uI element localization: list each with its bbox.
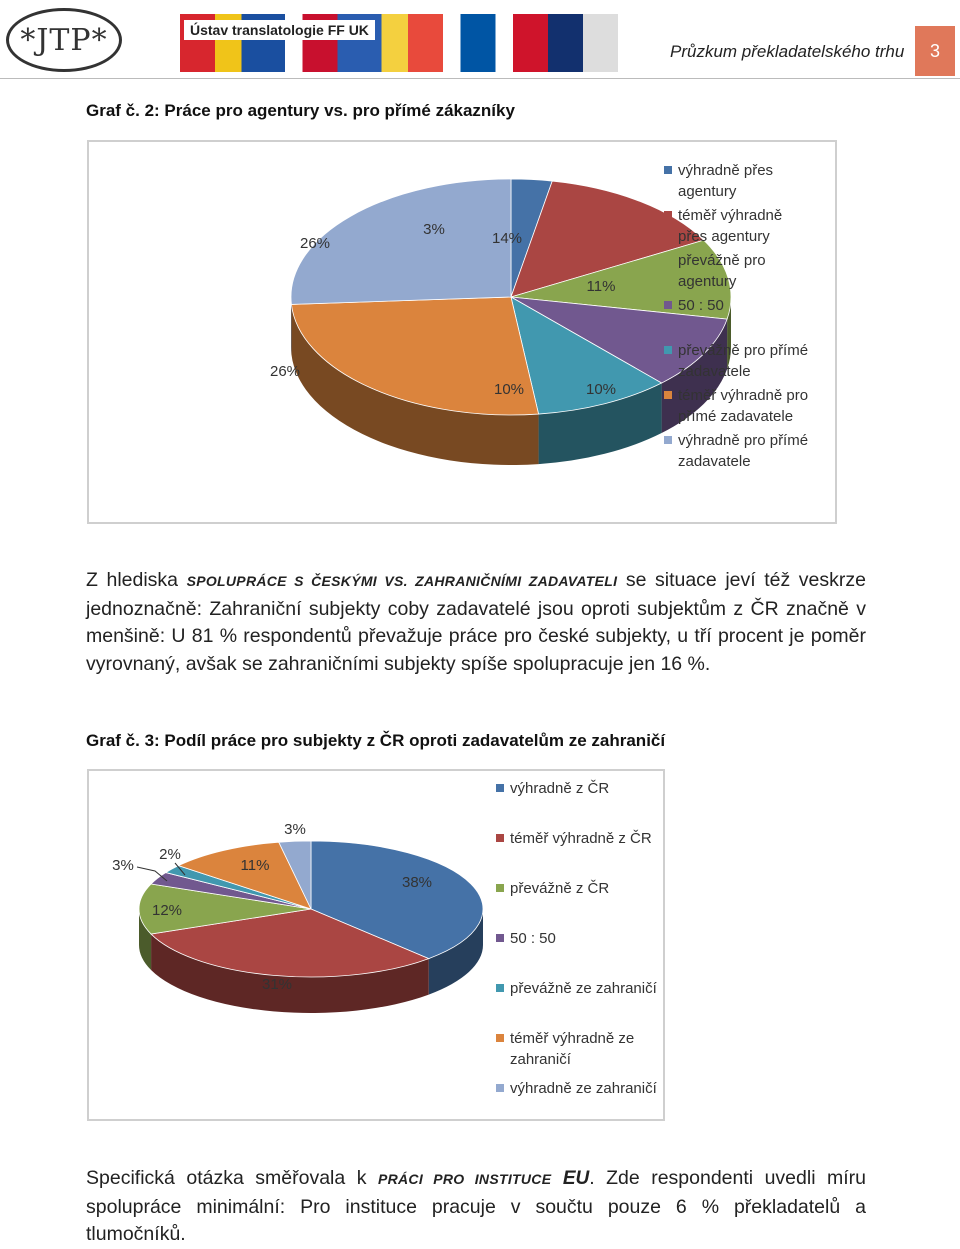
chart2-legend-label-4: zadavatele bbox=[678, 363, 751, 380]
chart3-svg bbox=[89, 771, 663, 1119]
chart3-data-label-5: 11% bbox=[241, 857, 270, 874]
chart3-data-label-6: 3% bbox=[284, 821, 306, 838]
chart2-legend-label-6: zadavatele bbox=[678, 453, 751, 470]
chart3-legend-label-1: téměř výhradně z ČR bbox=[510, 830, 652, 847]
chart3-legend-swatch-5 bbox=[496, 1034, 504, 1042]
chart3-legend-label-5: zahraničí bbox=[510, 1051, 572, 1068]
chart2-legend-label-2: agentury bbox=[678, 273, 737, 290]
chart2-frame bbox=[87, 140, 837, 524]
chart2-svg bbox=[89, 142, 835, 522]
page-header bbox=[0, 0, 960, 80]
chart3-legend-swatch-0 bbox=[496, 784, 504, 792]
chart3-frame bbox=[87, 769, 665, 1121]
chart2-legend-label-1: přes agentury bbox=[678, 228, 770, 245]
jtp-logo bbox=[6, 8, 122, 72]
chart3-data-label-4: 2% bbox=[159, 846, 181, 863]
chart3-legend-swatch-6 bbox=[496, 1084, 504, 1092]
chart2-legend-label-5: přímé zadavatele bbox=[678, 408, 793, 425]
chart2-legend-swatch-6 bbox=[664, 436, 672, 444]
chart2-legend-label-1: téměř výhradně bbox=[678, 207, 782, 224]
institute-banner bbox=[180, 14, 618, 72]
logo-text: *JTP* bbox=[20, 23, 107, 58]
header-divider bbox=[0, 78, 960, 79]
chart2-data-label-0: 3% bbox=[423, 221, 445, 238]
chart2-legend-label-6: výhradně pro přímé bbox=[678, 432, 808, 449]
chart2-data-label-4: 10% bbox=[494, 381, 524, 398]
chart2-data-label-3: 10% bbox=[586, 381, 616, 398]
paragraph-2-text-a: Specifická otázka směřovala k bbox=[86, 1167, 366, 1189]
chart2-data-label-1: 14% bbox=[492, 230, 522, 247]
chart2-data-label-5: 26% bbox=[270, 363, 300, 380]
chart2-legend-swatch-4 bbox=[664, 346, 672, 354]
chart3-legend-swatch-1 bbox=[496, 834, 504, 842]
paragraph-1-emphasis: SPOLUPRÁCE S ČESKÝMI VS. ZAHRANIČNÍMI ZADAVATELI bbox=[187, 573, 618, 589]
running-title: Průzkum překladatelského trhu bbox=[670, 42, 904, 62]
chart3-legend-swatch-4 bbox=[496, 984, 504, 992]
chart2-legend-label-5: téměř výhradně pro bbox=[678, 387, 808, 404]
paragraph-2-text-b: . Zde respondenti uvedli míru spolupráce minimální: Pro instituce pracuje v součtu pouze 6 % překladatelů a tlumočníků. bbox=[86, 1167, 866, 1245]
chart3-legend-label-5: téměř výhradně ze bbox=[510, 1030, 634, 1047]
chart3-data-label-1: 31% bbox=[262, 976, 292, 993]
chart2-legend-label-4: převážně pro přímé bbox=[678, 342, 808, 359]
chart2-legend-swatch-0 bbox=[664, 166, 672, 174]
paragraph-2 bbox=[86, 1165, 866, 1249]
chart3-data-label-3: 3% bbox=[112, 857, 134, 874]
chart2-legend-label-0: výhradně přes bbox=[678, 162, 773, 179]
chart2-legend-swatch-3 bbox=[664, 301, 672, 309]
chart3-legend-label-6: výhradně ze zahraničí bbox=[510, 1080, 658, 1097]
chart3-data-label-2: 12% bbox=[152, 902, 182, 919]
paragraph-2-eu: EU bbox=[563, 1168, 589, 1189]
chart3-caption: Graf č. 3: Podíl práce pro subjekty z ČR oproti zadavatelům ze zahraničí bbox=[86, 731, 665, 751]
chart3-legend-swatch-2 bbox=[496, 884, 504, 892]
chart2-legend-label-2: převážně pro bbox=[678, 252, 766, 269]
chart2-legend-label-0: agentury bbox=[678, 183, 737, 200]
chart3-legend-label-0: výhradně z ČR bbox=[510, 780, 609, 797]
chart2-caption: Graf č. 2: Práce pro agentury vs. pro přímé zákazníky bbox=[86, 101, 515, 121]
banner-title: Ústav translatologie FF UK bbox=[184, 20, 375, 40]
paragraph-2-emphasis: PRÁCI PRO INSTITUCE bbox=[378, 1171, 551, 1187]
chart2-data-label-2: 11% bbox=[587, 278, 616, 295]
chart2-legend-label-3: 50 : 50 bbox=[678, 297, 724, 314]
paragraph-1-text-a: Z hlediska bbox=[86, 569, 178, 591]
chart3-legend-label-4: převážně ze zahraničí bbox=[510, 980, 658, 997]
chart2-legend-swatch-2 bbox=[664, 256, 672, 264]
chart2-data-label-6: 26% bbox=[300, 235, 330, 252]
chart3-legend-label-3: 50 : 50 bbox=[510, 930, 556, 947]
chart2-legend-swatch-5 bbox=[664, 391, 672, 399]
paragraph-1-text-b: se situace jeví též veskrze jednoznačně: Zahraniční subjekty coby zadavatelé jsou oproti subjektům z ČR značně v menšině: U 81 % respondentů převažuje práce pro české subjekty, u tří procent je poměr vyrovnaný, avšak se zahraničními subjekty spíše spolupracuje jen 16 %. bbox=[86, 569, 866, 675]
chart3-legend-swatch-3 bbox=[496, 934, 504, 942]
chart3-data-label-0: 38% bbox=[402, 874, 432, 891]
chart2-legend-swatch-1 bbox=[664, 211, 672, 219]
chart3-legend-label-2: převážně z ČR bbox=[510, 880, 609, 897]
paragraph-1 bbox=[86, 567, 866, 678]
page-number: 3 bbox=[915, 26, 955, 76]
